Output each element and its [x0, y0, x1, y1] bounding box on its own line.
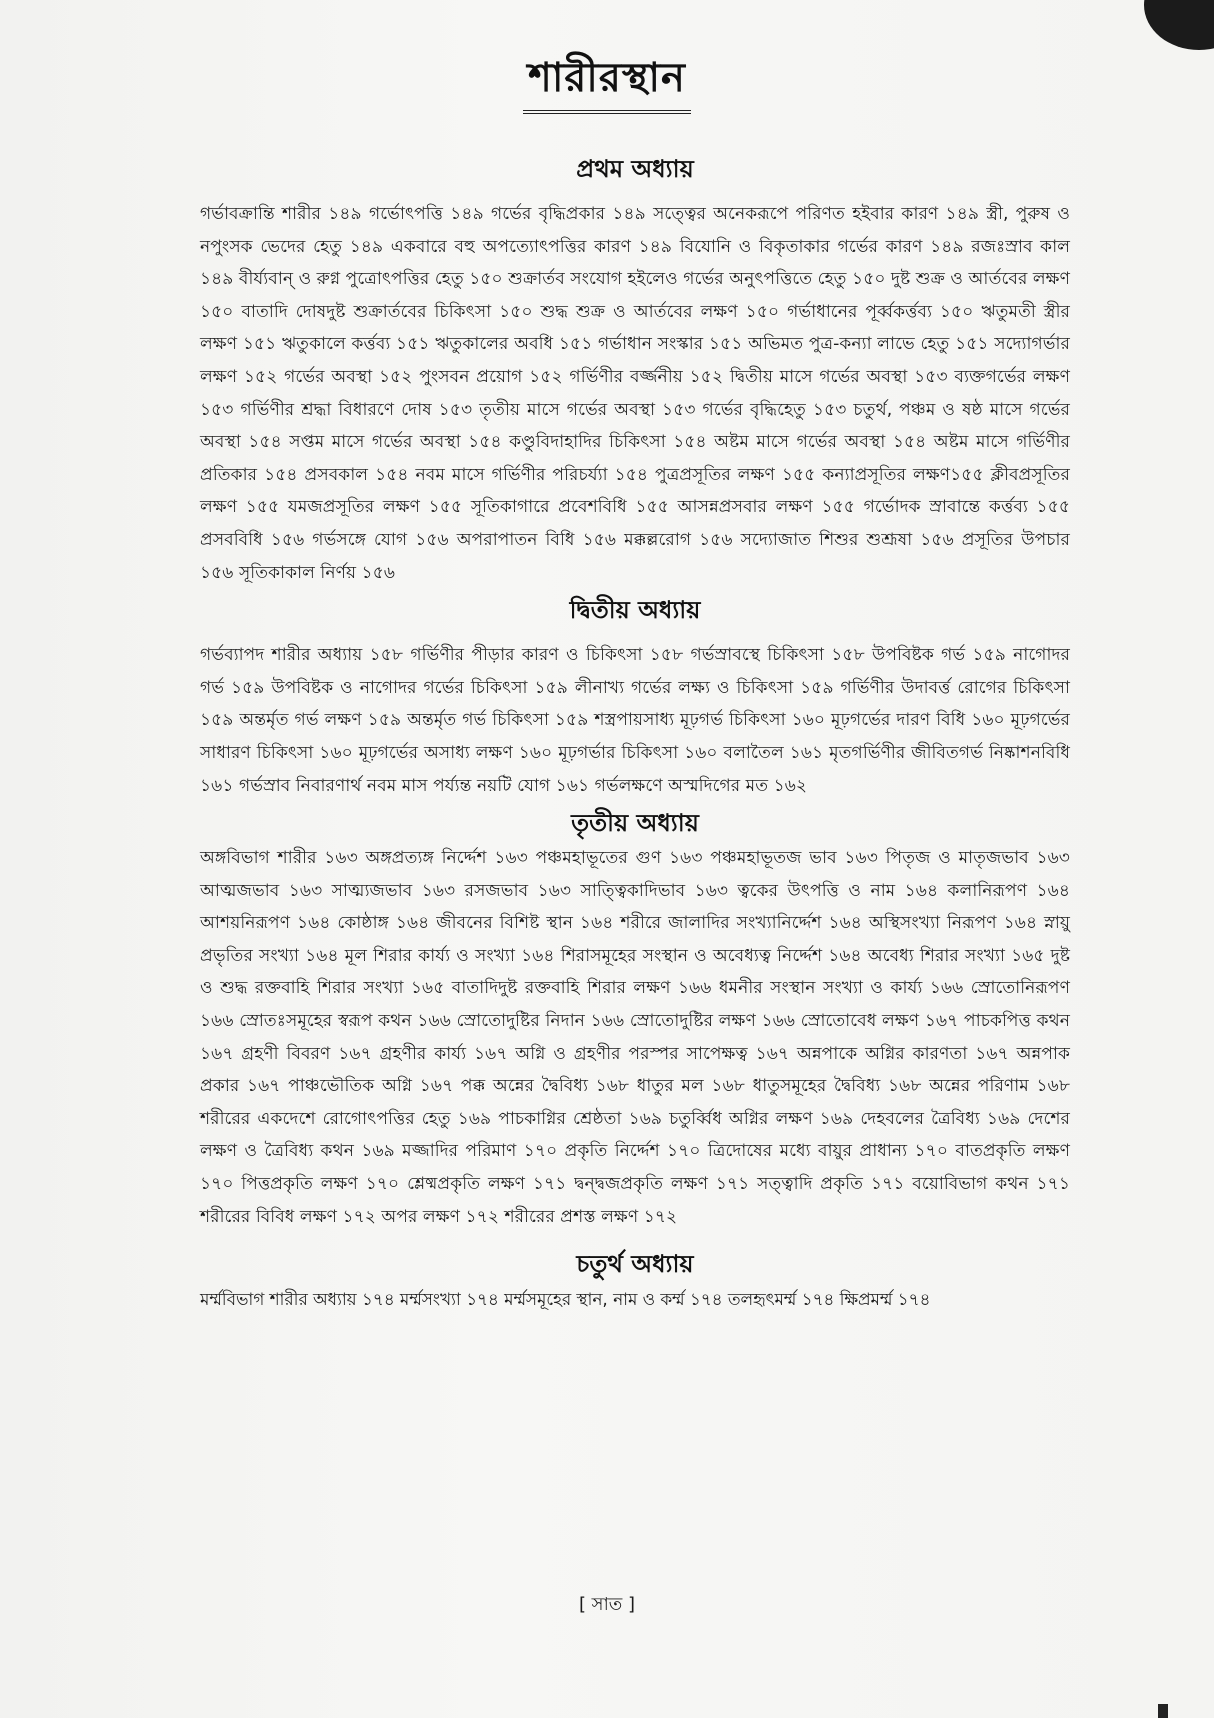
chapter-contents-2: গর্ভব্যাপদ শারীর অধ্যায় ১৫৮ গর্ভিণীর পীড়ার কারণ ও চিকিৎসা ১৫৮ গর্ভস্রাবস্থে চিকিৎসা ১৫৮ উপবিষ্টক গর্ভ ১৫৯ নাগোদর গর্ভ ১৫৯ উপবিষ্টক ও নাগোদর গর্ভের চিকিৎসা ১৫৯ লীনাখ্য গর্ভের লক্ষ্য ও চিকিৎসা ১৫৯ গর্ভিণীর উদাবর্ত্ত রোগের চিকিৎসা ১৫৯ অন্তর্মৃত গর্ভ লক্ষণ ১৫৯ অন্তর্মৃত গর্ভ চিকিৎসা ১৫৯ শস্ত্রপায়সাধ্য মূঢ়গর্ভ চিকিৎসা ১৬০ মূঢ়গর্ভের দারণ বিধি ১৬০ মূঢ়গর্ভের সাধারণ চিকিৎসা ১৬০ মূঢ়গর্ভের অসাধ্য লক্ষণ ১৬০ মূঢ়গর্ভার চিকিৎসা ১৬০ বলাতৈল ১৬১ মৃতগর্ভিণীর জীবিতগর্ভ নিষ্কাশনবিধি ১৬১ গর্ভস্রাব নিবারণার্থ নবম মাস পর্য্যন্ত নয়টি যোগ ১৬১ গর্ভলক্ষণে অস্মদিগের মত ১৬২ — [200, 645, 1070, 796]
chapter-heading-3: তৃতীয় অধ্যায় — [571, 808, 699, 838]
page-edge-mark — [1158, 1704, 1168, 1718]
title-block — [0, 50, 1214, 118]
page-number: [ সাত ] — [578, 1594, 636, 1615]
table-of-contents — [200, 152, 1070, 1316]
chapter-contents-3: অঙ্গবিভাগ শারীর ১৬৩ অঙ্গপ্রত্যঙ্গ নির্দ্দেশ ১৬৩ পঞ্চমহাভূতের গুণ ১৬৩ পঞ্চমহাভূতজ ভাব ১৬৩ পিতৃজ ও মাতৃজভাব ১৬৩ আত্মজভাব ১৬৩ সাত্ম্যজভাব ১৬৩ রসজভাব ১৬৩ সাত্ত্বিকাদিভাব ১৬৩ ত্বকের উৎপত্তি ও নাম ১৬৪ কলানিরূপণ ১৬৪ আশয়নিরূপণ ১৬৪ কোষ্ঠাঙ্গ ১৬৪ জীবনের বিশিষ্ট স্থান ১৬৪ শরীরে জালাদির সংখ্যানির্দ্দেশ ১৬৪ অস্থিসংখ্যা নিরূপণ ১৬৪ স্নায়ু প্রভৃতির সংখ্যা ১৬৪ মূল শিরার কার্য্য ও সংখ্যা ১৬৪ শিরাসমূহের সংস্থান ও অবেধ্যত্ব নির্দ্দেশ ১৬৪ অবেধ্য শিরার সংখ্যা ১৬৫ দুষ্ট ও শুদ্ধ রক্তবাহি শিরার সংখ্যা ১৬৫ বাতাদিদুষ্ট রক্তবাহি শিরার লক্ষণ ১৬৬ ধমনীর সংস্থান সংখ্যা ও কার্য্য ১৬৬ স্রোতোনিরূপণ ১৬৬ স্রোতঃসমূহের স্বরূপ কথন ১৬৬ স্রোতোদুষ্টির নিদান ১৬৬ স্রোতোদুষ্টির লক্ষণ ১৬৬ স্রোতোবেধ লক্ষণ ১৬৭ পাচকপিত্ত কথন ১৬৭ গ্রহণী বিবরণ ১৬৭ গ্রহণীর কার্য্য ১৬৭ অগ্নি ও গ্রহণীর পরস্পর সাপেক্ষত্ব ১৬৭ অন্নপাকে অগ্নির কারণতা ১৬৭ অন্নপাক প্রকার ১৬৭ পাঞ্চভৌতিক অগ্নি ১৬৭ পক্ক অন্নের দ্বৈবিধ্য ১৬৮ ধাতুর মল ১৬৮ ধাতুসমূহের দ্বৈবিধ্য ১৬৮ অন্নের পরিণাম ১৬৮ শরীরের একদেশে রোগোৎপত্তির হেতু ১৬৯ পাচকাগ্নির শ্রেষ্ঠতা ১৬৯ চতুর্ব্বিধ অগ্নির লক্ষণ ১৬৯ দেহবলের ত্রৈবিধ্য ১৬৯ দেশের লক্ষণ ও ত্রৈবিধ্য কথন ১৬৯ মজ্জাদির পরিমাণ ১৭০ প্রকৃতি নির্দ্দেশ ১৭০ ত্রিদোষের মধ্যে বায়ুর প্রাধান্য ১৭০ বাতপ্রকৃতি লক্ষণ ১৭০ পিত্তপ্রকৃতি লক্ষণ ১৭০ শ্লেষ্মপ্রকৃতি লক্ষণ ১৭১ দ্বন্দ্বজপ্রকৃতি লক্ষণ ১৭১ সত্ত্বাদি প্রকৃতি ১৭১ বয়োবিভাগ কথন ১৭১ শরীরের বিবিধ লক্ষণ ১৭২ অপর লক্ষণ ১৭২ শরীরের প্রশস্ত লক্ষণ ১৭২ — [200, 848, 1070, 1227]
chapter-heading-4: চতুর্থ অধ্যায় — [576, 1249, 694, 1279]
title-underline — [523, 110, 691, 118]
chapter-heading-2: দ্বিতীয় অধ্যায় — [569, 595, 701, 625]
chapter-section-2 — [200, 593, 1070, 802]
page-corner-shadow — [1144, 0, 1214, 50]
page-title: শারীরস্থান — [528, 54, 686, 101]
chapter-section-3 — [200, 806, 1070, 1233]
chapter-section-4 — [200, 1247, 1070, 1316]
chapter-section-1 — [200, 152, 1070, 589]
chapter-heading-1: প্রথম অধ্যায় — [576, 154, 694, 183]
chapter-contents-1: গর্ভাবক্রান্তি শারীর ১৪৯ গর্ভোৎপত্তি ১৪৯ গর্ভের বৃদ্ধিপ্রকার ১৪৯ সত্ত্বের অনেকরূপে পরিণত হইবার কারণ ১৪৯ স্ত্রী, পুরুষ ও নপুংসক ভেদের হেতু ১৪৯ একবারে বহু অপত্যোৎপত্তির কারণ ১৪৯ বিযোনি ও বিকৃতাকার গর্ভের কারণ ১৪৯ রজঃস্রাব কাল ১৪৯ বীর্য্যবান্ ও রুগ্ন পুত্রোৎপত্তির হেতু ১৫০ শুক্রার্তব সংযোগ হইলেও গর্ভের অনুৎপত্তিতে হেতু ১৫০ দুষ্ট শুক্র ও আর্তবের লক্ষণ ১৫০ বাতাদি দোষদুষ্ট শুক্রার্তবের চিকিৎসা ১৫০ শুদ্ধ শুক্র ও আর্তবের লক্ষণ ১৫০ গর্ভাধানের পূর্ব্বকর্ত্তব্য ১৫০ ঋতুমতী স্ত্রীর লক্ষণ ১৫১ ঋতুকালে কর্ত্তব্য ১৫১ ঋতুকালের অবধি ১৫১ গর্ভাধান সংস্কার ১৫১ অভিমত পুত্র-কন্যা লাভে হেতু ১৫১ সদ্যোগর্ভার লক্ষণ ১৫২ গর্ভের অবস্থা ১৫২ পুংসবন প্রয়োগ ১৫২ গর্ভিণীর বর্জ্জনীয় ১৫২ দ্বিতীয় মাসে গর্ভের অবস্থা ১৫৩ ব্যক্তগর্ভের লক্ষণ ১৫৩ গর্ভিণীর শ্রদ্ধা বিধারণে দোষ ১৫৩ তৃতীয় মাসে গর্ভের অবস্থা ১৫৩ গর্ভের বৃদ্ধিহেতু ১৫৩ চতুর্থ, পঞ্চম ও ষষ্ঠ মাসে গর্ভের অবস্থা ১৫৪ সপ্তম মাসে গর্ভের অবস্থা ১৫৪ কণ্ডুবিদাহাদির চিকিৎসা ১৫৪ অষ্টম মাসে গর্ভের অবস্থা ১৫৪ অষ্টম মাসে গর্ভিণীর প্রতিকার ১৫৪ প্রসবকাল ১৫৪ নবম মাসে গর্ভিণীর পরিচর্য্যা ১৫৪ পুত্রপ্রসূতির লক্ষণ ১৫৫ কন্যাপ্রসূতির লক্ষণ১৫৫ ক্লীবপ্রসূতির লক্ষণ ১৫৫ যমজপ্রসূতির লক্ষণ ১৫৫ সূতিকাগারে প্রবেশবিধি ১৫৫ আসন্নপ্রসবার লক্ষণ ১৫৫ গর্ভোদক স্রাবান্তে কর্ত্তব্য ১৫৫ প্রসববিধি ১৫৬ গর্ভসঙ্গে যোগ ১৫৬ অপরাপাতন বিধি ১৫৬ মক্কল্লরোগ ১৫৬ সদ্যোজাত শিশুর শুশ্রূষা ১৫৬ প্রসূতির উপচার ১৫৬ সূতিকাকাল নির্ণয় ১৫৬ — [200, 204, 1070, 583]
chapter-contents-4: মর্ম্মবিভাগ শারীর অধ্যায় ১৭৪ মর্ম্মসংখ্যা ১৭৪ মর্ম্মসমূহের স্থান, নাম ও কর্ম্ম ১৭৪ তলহৃৎমর্ম্ম ১৭৪ ক্ষিপ্রমর্ম্ম ১৭৪ — [200, 1289, 931, 1310]
